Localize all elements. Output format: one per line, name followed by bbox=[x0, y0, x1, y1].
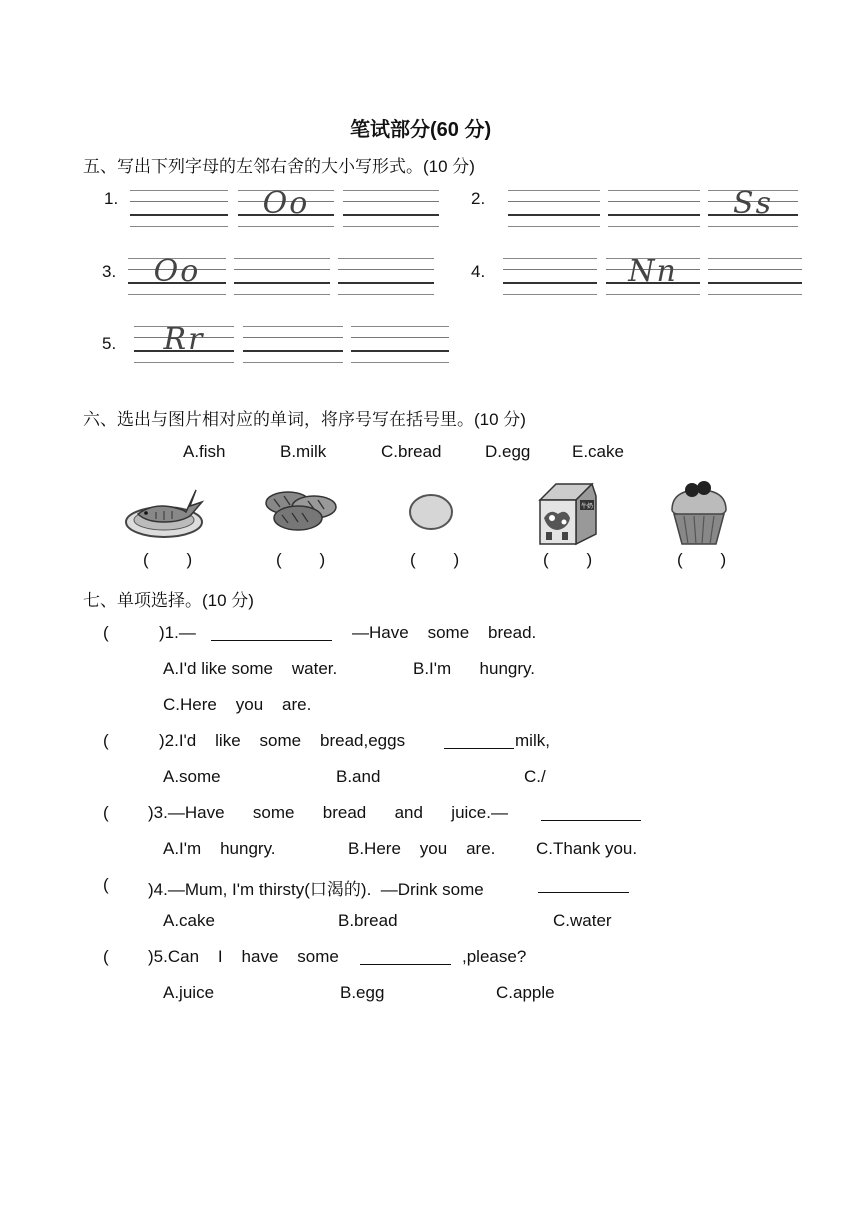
writing-given-4 bbox=[606, 256, 700, 296]
q1-option-b: B.I'm hungry. bbox=[413, 659, 535, 678]
q2-option-c: C./ bbox=[524, 767, 546, 786]
writing-given-5 bbox=[134, 324, 234, 364]
writing-blank-5a[interactable] bbox=[243, 324, 343, 364]
item-1-number: 1. bbox=[104, 189, 119, 208]
q3-blank[interactable] bbox=[541, 806, 641, 821]
writing-blank-4b[interactable] bbox=[708, 256, 802, 296]
q5-option-c: C.apple bbox=[496, 983, 555, 1002]
writing-given-1 bbox=[238, 188, 334, 228]
q5-stem-tail: ,please? bbox=[462, 947, 527, 966]
q3-open-paren[interactable]: ( bbox=[103, 803, 109, 822]
item-3-number: 3. bbox=[102, 262, 117, 281]
section-5-heading: 五、写出下列字母的左邻右舍的大小写形式。(10 分) bbox=[83, 157, 475, 176]
q1-option-c: C.Here you are. bbox=[163, 695, 312, 714]
q5-option-a: A.juice bbox=[163, 983, 215, 1002]
q5-open-paren[interactable]: ( bbox=[103, 947, 109, 966]
q4-option-c: C.water bbox=[553, 911, 612, 930]
cupcake-icon bbox=[666, 476, 732, 548]
q4-option-b: B.bread bbox=[338, 911, 398, 930]
fish-icon bbox=[124, 482, 206, 540]
bread-icon bbox=[264, 487, 340, 533]
q1-stem: )1.— bbox=[159, 623, 196, 642]
page-title: 笔试部分(60 分) bbox=[350, 119, 492, 141]
q1-stem-tail: —Have some bread. bbox=[352, 623, 537, 642]
item-5-number: 5. bbox=[102, 334, 117, 353]
writing-given-2 bbox=[708, 188, 798, 228]
option-egg: D.egg bbox=[485, 442, 531, 461]
given-letters-2: Ss bbox=[733, 186, 773, 221]
q2-option-b: B.and bbox=[336, 767, 381, 786]
writing-blank-3a[interactable] bbox=[234, 256, 330, 296]
section-6-heading: 六、选出与图片相对应的单词，将序号写在括号里。(10 分) bbox=[83, 410, 526, 429]
q3-option-a: A.I'm hungry. bbox=[163, 839, 276, 858]
writing-blank-3b[interactable] bbox=[338, 256, 434, 296]
q4-open-paren[interactable]: ( bbox=[103, 875, 109, 894]
item-4-number: 4. bbox=[471, 262, 486, 281]
writing-blank-5b[interactable] bbox=[351, 324, 449, 364]
q5-blank[interactable] bbox=[360, 950, 451, 965]
milk-label: 牛奶 bbox=[580, 503, 594, 510]
q4-stem: )4.—Mum, I'm thirsty(口渴的). —Drink some bbox=[148, 880, 484, 899]
option-milk: B.milk bbox=[280, 442, 327, 461]
q1-open-paren[interactable]: ( bbox=[103, 623, 109, 642]
q3-stem: )3.—Have some bread and juice.— bbox=[148, 803, 508, 822]
given-letters-3: Oo bbox=[153, 254, 201, 289]
given-letters-4: Nn bbox=[628, 254, 678, 289]
given-letters-1: Oo bbox=[262, 186, 310, 221]
q5-option-b: B.egg bbox=[340, 983, 385, 1002]
option-fish: A.fish bbox=[183, 442, 226, 461]
q1-option-a: A.I'd like some water. bbox=[163, 659, 338, 678]
answer-bracket-5[interactable]: ( ) bbox=[677, 550, 727, 569]
writing-blank-2b[interactable] bbox=[608, 188, 700, 228]
q1-blank[interactable] bbox=[211, 626, 332, 641]
answer-bracket-3[interactable]: ( ) bbox=[410, 550, 460, 569]
q5-stem: )5.Can I have some bbox=[148, 947, 339, 966]
milk-carton-icon bbox=[532, 478, 604, 548]
item-2-number: 2. bbox=[471, 189, 486, 208]
q3-option-c: C.Thank you. bbox=[536, 839, 638, 858]
writing-given-3 bbox=[128, 256, 226, 296]
answer-bracket-1[interactable]: ( ) bbox=[143, 550, 193, 569]
writing-blank-2a[interactable] bbox=[508, 188, 600, 228]
option-cake: E.cake bbox=[572, 442, 624, 461]
q2-stem-tail: milk, bbox=[515, 731, 550, 750]
q2-open-paren[interactable]: ( bbox=[103, 731, 109, 750]
q2-option-a: A.some bbox=[163, 767, 221, 786]
q4-option-a: A.cake bbox=[163, 911, 215, 930]
answer-bracket-2[interactable]: ( ) bbox=[276, 550, 326, 569]
q2-blank[interactable] bbox=[444, 734, 514, 749]
section-7-heading: 七、单项选择。(10 分) bbox=[83, 591, 254, 610]
option-bread: C.bread bbox=[381, 442, 442, 461]
q4-blank[interactable] bbox=[538, 878, 629, 893]
given-letters-5: Rr bbox=[163, 322, 205, 357]
writing-blank-1a[interactable] bbox=[130, 188, 228, 228]
writing-blank-1b[interactable] bbox=[343, 188, 439, 228]
q3-option-b: B.Here you are. bbox=[348, 839, 496, 858]
q2-stem: )2.I'd like some bread,eggs bbox=[159, 731, 406, 750]
answer-bracket-4[interactable]: ( ) bbox=[543, 550, 593, 569]
egg-icon bbox=[407, 492, 455, 532]
writing-blank-4a[interactable] bbox=[503, 256, 597, 296]
